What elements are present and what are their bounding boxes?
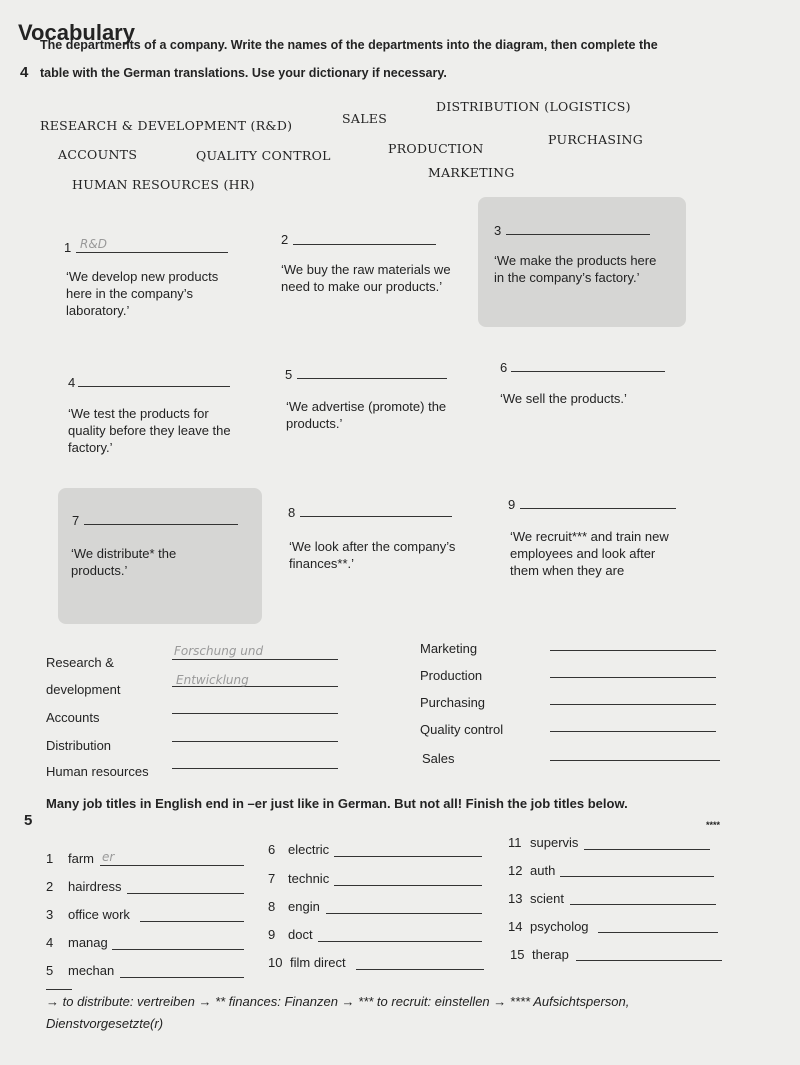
diagram-number-7: 7 [72,513,80,528]
job-6-stem: electric [288,842,330,857]
table-term-human-resources: Human resources [46,764,149,779]
job-4-stem: manag [68,935,108,950]
job-13-answer-line[interactable] [570,904,716,905]
job-13-stem: scient [530,891,564,906]
job-5-answer-line[interactable] [120,977,244,978]
diagram-answer-line-5[interactable] [297,378,447,379]
job-14-stem: psycholog [530,919,589,934]
dept-marketing: MARKETING [428,165,515,180]
diagram-quote-2: ‘We buy the raw materials we need to make our products.’ [281,262,451,294]
table-answer-development: Entwicklung [176,673,249,687]
job-15-answer-line[interactable] [576,960,722,961]
dept-accounts: ACCOUNTS [58,147,138,162]
diagram-answer-line-6[interactable] [511,371,665,372]
diagram-quote-5: ‘We advertise (promote) the products.’ [286,399,447,431]
job-1-answer-line[interactable] [100,865,244,866]
dept-production: PRODUCTION [388,141,484,156]
page-title: Vocabulary [18,20,135,45]
job-5-number: 5 [46,963,54,978]
footnote-divider [46,989,72,990]
job-9-stem: doct [288,927,313,942]
job-11-number: 11 [508,835,522,850]
diagram-quote-3: ‘We make the products here in the company’s factory.’ [494,253,657,285]
job-6-number: 6 [268,842,276,857]
job-14-number: 14 [508,919,523,934]
table-term-purchasing: Purchasing [420,695,486,710]
dept-human-resources: HUMAN RESOURCES (HR) [72,177,255,192]
dept-distribution: DISTRIBUTION (LOGISTICS) [436,99,631,114]
table-answer-line-research[interactable] [172,659,338,660]
diagram-quote-7: ‘We distribute* the products.’ [71,546,177,578]
job-11-answer-line[interactable] [584,849,710,850]
job-12-stem: auth [530,863,556,878]
table-answer-line-distribution[interactable] [172,741,338,742]
table-term-quality-control: Quality control [420,722,504,737]
dept-sales: SALES [342,111,388,126]
table-answer-line-purchasing[interactable] [550,704,716,705]
job-8-number: 8 [268,899,276,914]
job-1-number: 1 [46,851,54,866]
job-11-footnote-mark: **** [706,820,721,830]
job-13-number: 13 [508,891,523,906]
job-9-number: 9 [268,927,276,942]
diagram-answer-line-9[interactable] [520,508,676,509]
job-12-answer-line[interactable] [560,876,714,877]
diagram-answer-1: R&D [80,237,107,251]
table-term-accounts: Accounts [46,710,100,725]
dept-quality-control: QUALITY CONTROL [196,148,331,163]
table-answer-research: Forschung und [174,644,264,658]
diagram-answer-line-2[interactable] [293,244,436,245]
job-2-stem: hairdress [68,879,122,894]
job-3-stem: office work [68,907,130,922]
exercise-4-number: 4 [20,64,29,81]
table-answer-line-sales[interactable] [550,760,720,761]
job-4-answer-line[interactable] [112,949,244,950]
job-2-answer-line[interactable] [127,893,244,894]
diagram-number-4: 4 [68,375,76,390]
job-7-answer-line[interactable] [334,885,482,886]
dept-research-development: RESEARCH & DEVELOPMENT (R&D) [40,118,293,133]
table-term-distribution: Distribution [46,738,112,753]
job-8-stem: engin [288,899,320,914]
footnote-line-2: Dienstvorgesetzte(r) [46,1016,164,1031]
diagram-number-8: 8 [288,505,296,520]
table-term-production: Production [420,668,483,683]
job-10-stem: film direct [290,955,346,970]
diagram-quote-6: ‘We sell the products.’ [500,391,627,406]
job-3-answer-line[interactable] [140,921,244,922]
table-answer-line-quality-control[interactable] [550,731,716,732]
job-9-answer-line[interactable] [318,941,482,942]
diagram-answer-line-8[interactable] [300,516,452,517]
diagram-quote-1: ‘We develop new products here in the company’s laboratory.’ [66,269,219,318]
diagram-number-2: 2 [281,232,289,247]
footnote-line-1: → to distribute: vertreiben → ** finances: Finanzen → *** to recruit: einstellen → **** Aufsichtsperson, [46,994,630,1009]
table-answer-line-production[interactable] [550,677,716,678]
job-1-stem: farm [68,851,94,866]
job-12-number: 12 [508,863,523,878]
diagram-answer-line-7[interactable] [84,524,238,525]
exercise-4-instruction-line1: The departments of a company. Write the names of the departments into the diagram, then complete the [40,38,658,52]
diagram-number-5: 5 [285,367,293,382]
exercise-5-number: 5 [24,812,33,829]
diagram-quote-9: ‘We recruit*** and train new employees and look after them when they are [510,529,669,578]
diagram-answer-line-3[interactable] [506,234,650,235]
exercise-4-instruction-line2: table with the German translations. Use your dictionary if necessary. [40,66,447,80]
job-10-answer-line[interactable] [356,969,484,970]
table-answer-line-accounts[interactable] [172,713,338,714]
job-15-stem: therap [532,947,569,962]
job-8-answer-line[interactable] [326,913,482,914]
diagram-quote-8: ‘We look after the company’s finances**.’ [289,539,456,571]
job-3-number: 3 [46,907,54,922]
table-term-development: development [46,682,121,697]
job-14-answer-line[interactable] [598,932,718,933]
job-5-stem: mechan [68,963,115,978]
job-6-answer-line[interactable] [334,856,482,857]
job-7-stem: technic [288,871,330,886]
job-15-number: 15 [510,947,525,962]
diagram-number-9: 9 [508,497,516,512]
diagram-number-6: 6 [500,360,508,375]
table-term-research: Research & [46,655,114,670]
diagram-answer-line-1[interactable] [76,252,228,253]
job-4-number: 4 [46,935,54,950]
table-answer-line-human-resources[interactable] [172,768,338,769]
diagram-number-1: 1 [64,240,72,255]
diagram-quote-4: ‘We test the products for quality before they leave the factory.’ [68,406,231,455]
job-2-number: 2 [46,879,54,894]
job-7-number: 7 [268,871,276,886]
diagram-answer-line-4[interactable] [78,386,230,387]
table-term-sales: Sales [422,751,455,766]
diagram-number-3: 3 [494,223,502,238]
table-answer-line-marketing[interactable] [550,650,716,651]
job-10-number: 10 [268,955,283,970]
dept-purchasing: PURCHASING [548,132,644,147]
job-1-answer: er [102,850,115,864]
exercise-5-instruction: Many job titles in English end in –er just like in German. But not all! Finish the job titles below. [46,796,628,811]
table-term-marketing: Marketing [420,641,478,656]
job-11-stem: supervis [530,835,579,850]
